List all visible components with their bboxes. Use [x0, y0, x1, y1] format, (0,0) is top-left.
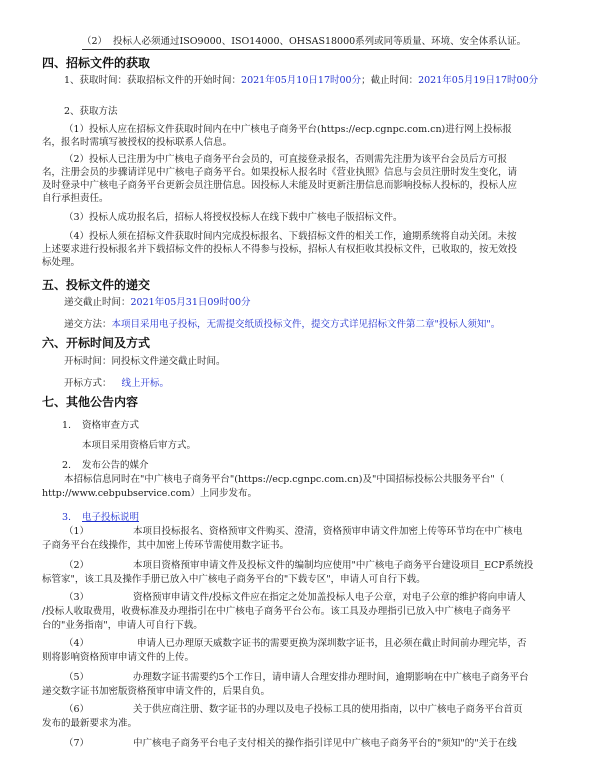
submission-method-value: 本项目采用电子投标，无需提交纸质投标文件，提交方式详见招标文件第二章"投标人须知"。 [111, 319, 501, 330]
requirement-2-text: 投标人必须通过ISO9000、ISO14000、OHSAS18000系列或同等质量、环境、安全体系认证。 [113, 36, 527, 47]
method-p1-line2: 名，报名时需填写被授权的投标联系人信息。 [42, 137, 233, 148]
opening-method-value: 线上开标。 [121, 378, 170, 389]
acquisition-start-time: 2021年05月10日17时00分 [241, 75, 362, 86]
e-bid-2-line2: 标管家"，该工具及操作手册已放入中广核电子商务平台的"下载专区"，申请人可自行下载。 [42, 574, 426, 585]
item-3-title[interactable]: 电子投标说明 [82, 512, 140, 523]
item-2-number: 2. [62, 460, 72, 471]
item-1-text: 本项目采用资格后审方式。 [82, 440, 197, 451]
submission-deadline-line [64, 297, 251, 309]
e-bid-3-line2: /投标人收取费用，收费标准及办理指引在中广核电子商务平台公布。该工具及办理指引已放入中广核电子商务平 [42, 606, 511, 617]
submission-method-label: 递交方法： [64, 319, 112, 330]
requirement-2-number: （2） [82, 36, 108, 47]
method-p3: （3）投标人成功报名后，招标人将授权投标人在线下载中广核电子版招标文件。 [64, 212, 403, 223]
e-bid-1-number: （1） [64, 526, 90, 537]
item-2-text-line1: 本招标信息同时在"中广核电子商务平台"(https://ecp.cgnpc.com.cn)及"中国招标投标公共服务平台"（ [64, 474, 505, 485]
e-bid-6-number: （6） [64, 704, 90, 715]
item-3-number: 3. [62, 512, 72, 523]
acquisition-time-prefix: 1、获取时间：获取招标文件的开始时间： [64, 75, 242, 86]
e-bid-4-number: （4） [64, 638, 90, 649]
section-5-heading: 五、投标文件的递交 [42, 278, 151, 292]
item-1-number: 1. [62, 420, 72, 431]
e-bid-4-line1: 申请人已办理原天威数字证书的需要更换为深圳数字证书，且必须在截止时间前办理完毕，否 [137, 638, 527, 649]
e-bid-5-line2: 递交数字证书加密版资格预审申请文件的，后果自负。 [42, 686, 271, 697]
e-bid-3-line1: 资格预审申请文件/投标文件应在指定之处加盖投标人电子公章，对电子公章的维护将向申请人 [133, 592, 526, 603]
e-bid-6-line2: 发布的最新要求为准。 [42, 718, 138, 729]
e-bid-4-line2: 则将影响资格预审申请文件的上传。 [42, 652, 195, 663]
item-1-title: 资格审查方式 [82, 420, 140, 431]
method-p2-line1: （2）投标人已注册为中广核电子商务平台会员的，可直接登录报名，否则需先注册为该平台会员后方可报 [64, 154, 508, 165]
e-bid-1-line1: 本项目投标报名、资格预审文件购买、澄清，资格预审申请文件加密上传等环节均在中广核电 [133, 526, 523, 537]
opening-time: 开标时间：同投标文件递交截止时间。 [64, 356, 226, 367]
e-bid-3-line3: 台的"业务指南"，申请人可自行下载。 [42, 620, 203, 631]
method-p4-line2: 上述要求进行投标报名并下载招标文件的投标人不得参与投标，招标人有权拒收其投标文件，已收取的，按无效投 [42, 244, 518, 255]
e-bid-7-line1: 中广核电子商务平台电子支付相关的操作指引详见中广核电子商务平台的"须知"的"关于在线 [133, 738, 517, 749]
item-2-text-line2: http://www.cebpubservice.com）上同步发布。 [42, 488, 257, 499]
method-p4-line3: 标处理。 [42, 257, 81, 268]
e-bid-1-line2: 子商务平台在线操作，其中加密上传环节需使用数字证书。 [42, 540, 290, 551]
e-bid-5-line1: 办理数字证书需要约5个工作日，请申请人合理安排办理时间，逾期影响在中广核电子商务平台 [133, 672, 529, 683]
opening-method-label: 开标方式： [64, 378, 112, 389]
e-bid-6-line1: 关于供应商注册、数字证书的办理以及电子投标工具的使用指南，以中广核电子商务平台首页 [133, 704, 523, 715]
e-bid-5-number: （5） [64, 672, 90, 683]
e-bid-2-number: （2） [64, 560, 90, 571]
e-bid-2-line1: 本项目资格预审申请文件及投标文件的编制均应使用"中广核电子商务平台建设项目_ECP系统投 [133, 560, 534, 571]
section-7-heading: 七、其他公告内容 [42, 395, 139, 409]
method-p2-line3: 及时登录中广核电子商务平台更新会员注册信息。因投标人未能及时更新注册信息而影响投标人投标的，投标人应 [42, 180, 518, 191]
section-6-heading: 六、开标时间及方式 [42, 336, 151, 350]
item-2-title: 发布公告的媒介 [82, 460, 149, 471]
acquisition-end-time: 2021年05月19日17时00分 [418, 75, 539, 86]
submission-deadline-label: 递交截止时间： [64, 297, 131, 308]
section-4-heading: 四、招标文件的获取 [42, 56, 151, 70]
method-p4-line1: （4）投标人须在招标文件获取时间内完成投标报名、下载招标文件的相关工作，逾期系统将自动关闭。未按 [64, 231, 517, 242]
e-bid-3-number: （3） [64, 592, 90, 603]
method-p2-line2: 名，注册会员的步骤请详见中广核电子商务平台。如果投标人报名时《营业执照》信息与会员注册时发生变化，请 [42, 167, 518, 178]
method-p1-line1: （1）投标人应在招标文件获取时间内在中广核电子商务平台(https://ecp.cgnpc.com.cn)进行网上投标报 [64, 124, 512, 135]
e-bid-7-number: （7） [64, 738, 90, 749]
method-p2-line4: 自行承担责任。 [42, 193, 109, 204]
submission-deadline-value: 2021年05月31日09时00分 [130, 297, 251, 308]
method-heading: 2、获取方法 [64, 106, 118, 117]
submission-method-line [64, 319, 500, 331]
opening-method-line [64, 378, 169, 390]
acquisition-time-line [64, 75, 538, 87]
acquisition-time-mid: ；截止时间： [361, 75, 419, 86]
underline-divider [82, 49, 510, 50]
